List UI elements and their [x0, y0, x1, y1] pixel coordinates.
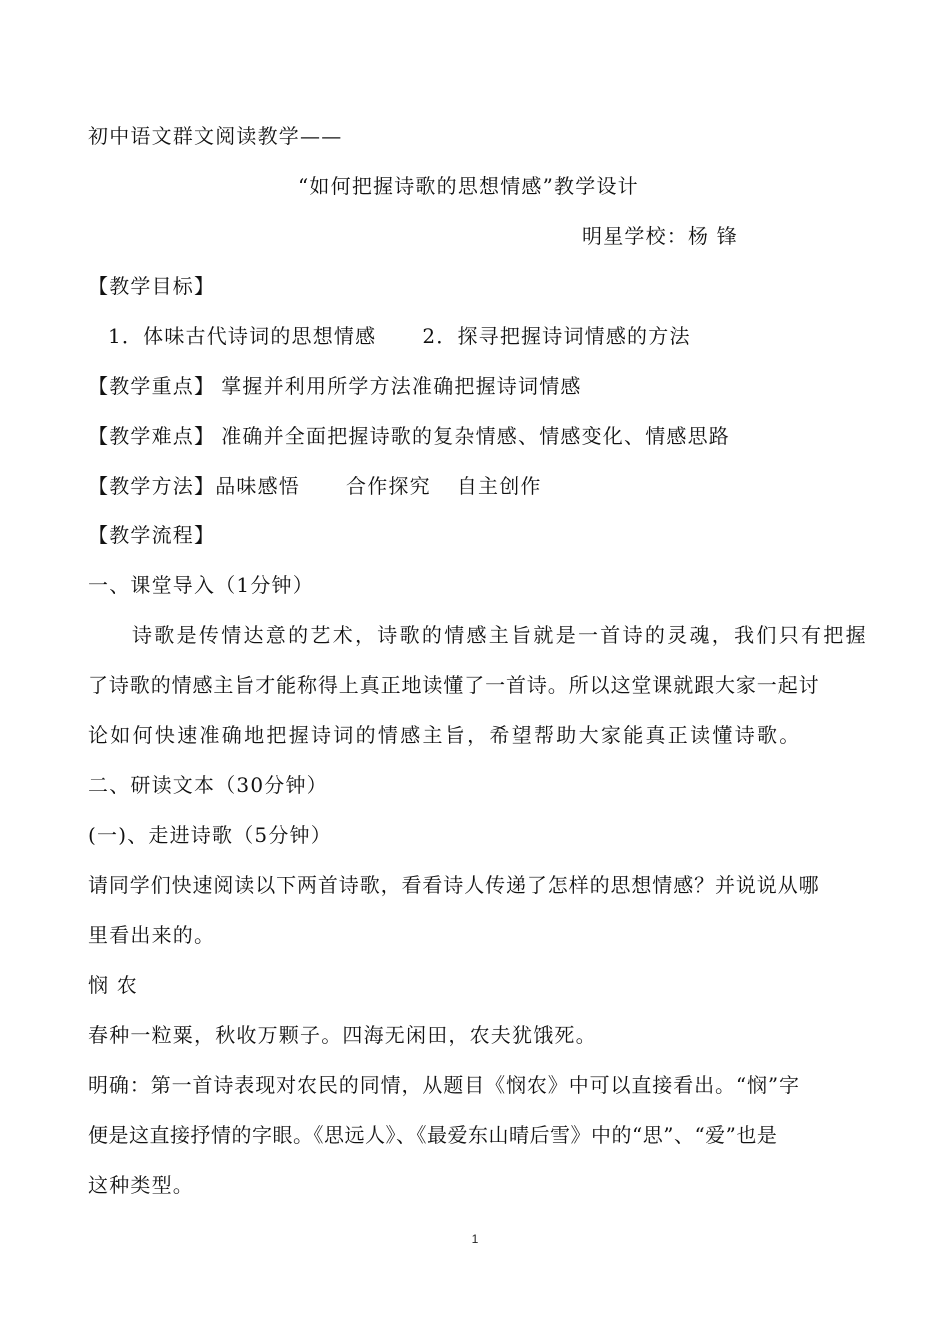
key-point-text: 掌握并利用所学方法准确把握诗词情感 — [221, 374, 582, 398]
goals-row — [108, 322, 691, 350]
section-2-title: 二、研读文本（30分钟） — [88, 773, 328, 797]
process-heading: 【教学流程】 — [88, 523, 216, 547]
poem-title: 悯 农 — [88, 973, 138, 997]
title-line-1: 初中语文群文阅读教学—— — [88, 124, 343, 148]
goal-item-1: 1．体味古代诗词的思想情感 — [108, 324, 377, 348]
key-point-label: 【教学重点】 — [88, 374, 216, 398]
poem-text: 春种一粒粟，秋收万颗子。四海无闲田，农夫犹饿死。 — [88, 1023, 597, 1047]
subsection-title: (一)、走进诗歌（5分钟） — [88, 823, 332, 847]
note-line: 这种类型。 — [88, 1173, 194, 1197]
page-number: 1 — [471, 1232, 479, 1246]
prompt-line: 请同学们快速阅读以下两首诗歌，看看诗人传递了怎样的思想情感？并说说从哪 — [88, 873, 820, 897]
methods-row — [88, 472, 542, 500]
methods-label: 【教学方法】 — [88, 474, 216, 498]
key-point-row — [88, 372, 582, 400]
author-line: 明星学校：杨 锋 — [582, 224, 738, 248]
note-line: 便是这直接抒情的字眼。《思远人》、《最爱东山晴后雪》中的“思”、“爱”也是 — [88, 1123, 778, 1147]
section-1-paragraph-line: 了诗歌的情感主旨才能称得上真正地读懂了一首诗。所以这堂课就跟大家一起讨 — [88, 673, 820, 697]
difficulty-row — [88, 422, 730, 450]
section-1-paragraph-line: 论如何快速准确地把握诗词的情感主旨，希望帮助大家能真正读懂诗歌。 — [88, 723, 802, 747]
difficulty-text: 准确并全面把握诗歌的复杂情感、情感变化、情感思路 — [221, 424, 731, 448]
prompt-line: 里看出来的。 — [88, 923, 216, 947]
method-item: 合作探究 — [346, 474, 431, 498]
goals-heading: 【教学目标】 — [88, 274, 216, 298]
note-line: 明确：第一首诗表现对农民的同情，从题目《悯农》中可以直接看出。“悯”字 — [88, 1073, 800, 1097]
title-line-2: “如何把握诗歌的思想情感”教学设计 — [298, 174, 639, 198]
method-item: 自主创作 — [456, 474, 542, 498]
method-item: 品味感悟 — [215, 474, 301, 498]
difficulty-label: 【教学难点】 — [88, 424, 216, 448]
section-1-paragraph-line: 诗歌是传情达意的艺术，诗歌的情感主旨就是一首诗的灵魂，我们只有把握 — [132, 623, 868, 647]
section-1-title: 一、课堂导入（1分钟） — [88, 573, 314, 597]
goal-item-2: 2．探寻把握诗词情感的方法 — [422, 324, 691, 348]
